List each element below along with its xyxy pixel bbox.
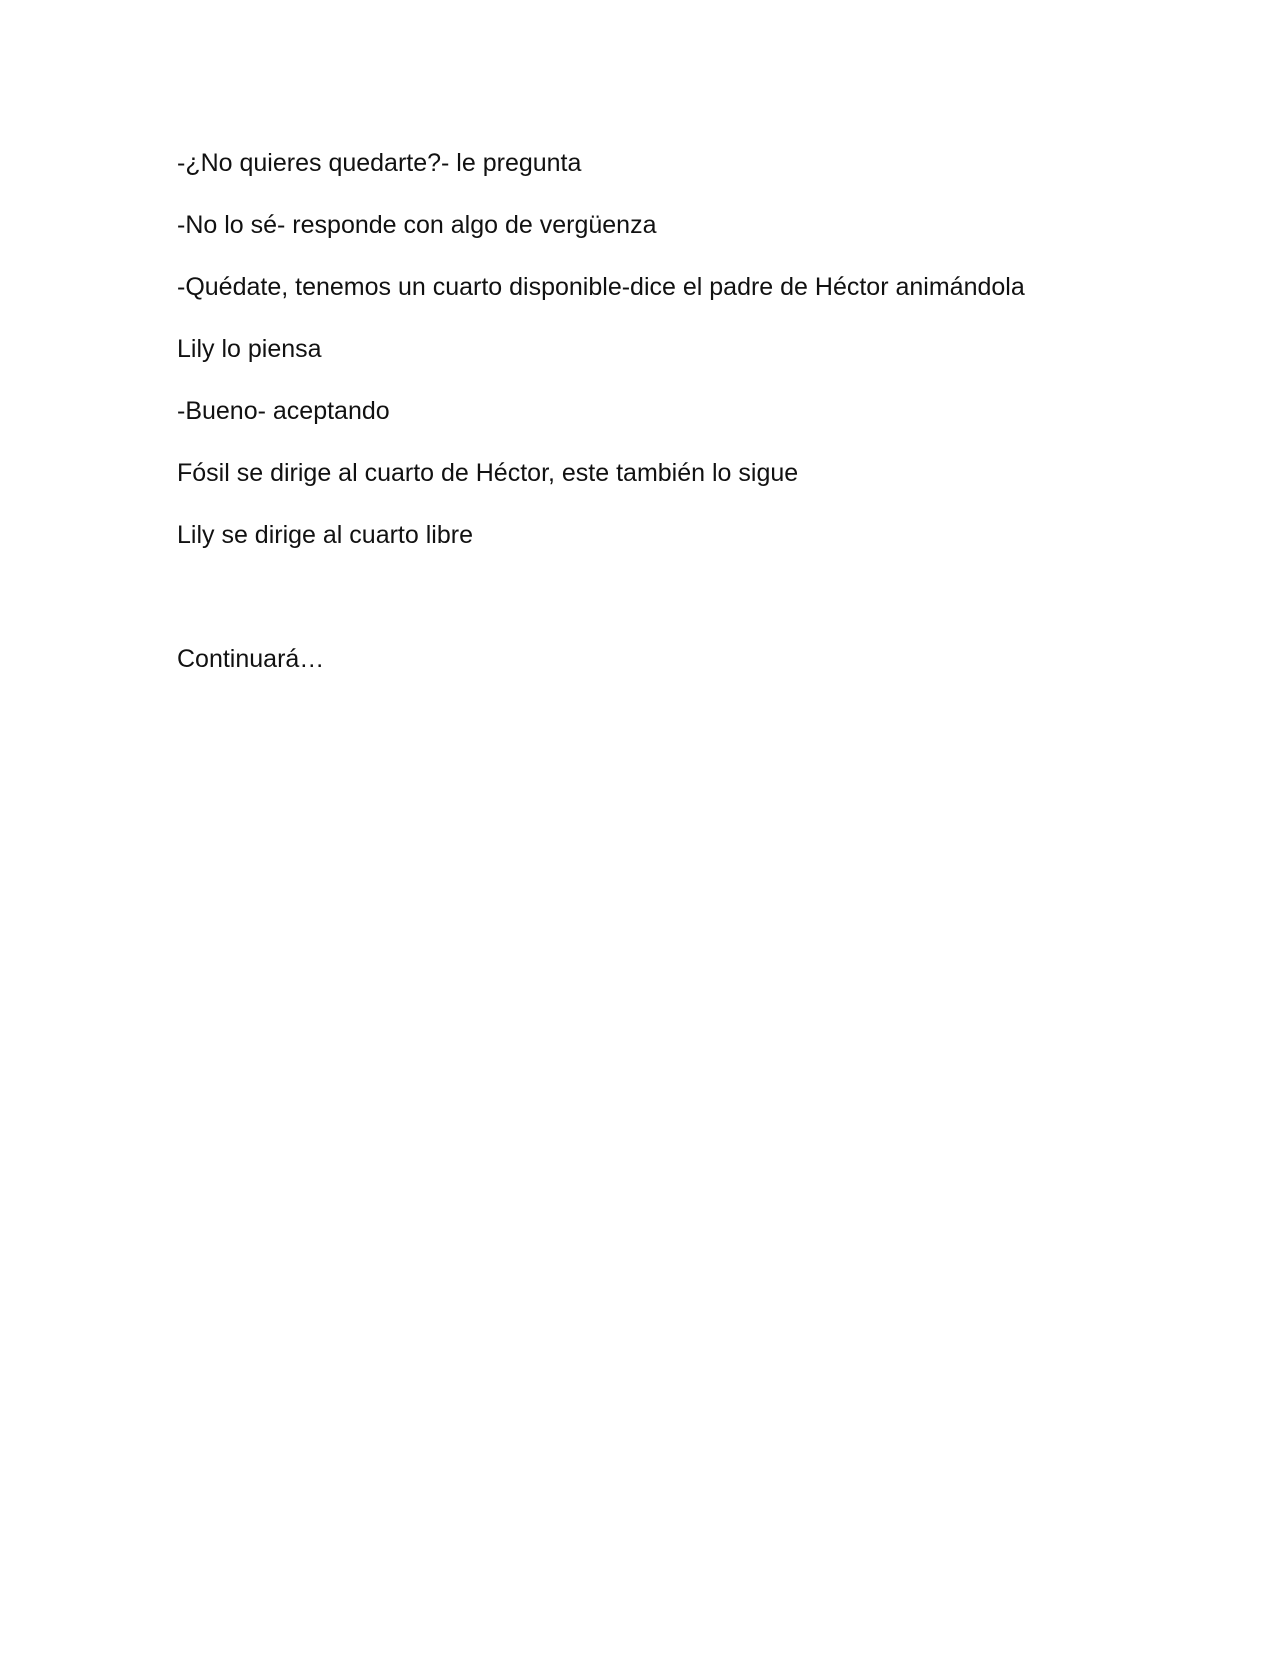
paragraph-1: -¿No quieres quedarte?- le pregunta [177, 149, 582, 177]
paragraph-7: Lily se dirige al cuarto libre [177, 521, 473, 549]
paragraph-6: Fósil se dirige al cuarto de Héctor, este también lo sigue [177, 459, 799, 487]
closing-paragraph: Continuará… [177, 645, 325, 673]
paragraph-2: -No lo sé- responde con algo de vergüenza [177, 211, 657, 239]
paragraph-5: -Bueno- aceptando [177, 397, 390, 425]
document-body [177, 146, 1177, 704]
paragraph-3: -Quédate, tenemos un cuarto disponible-dice el padre de Héctor animándola [177, 273, 1025, 301]
blank-paragraph [177, 580, 1177, 642]
paragraph-4: Lily lo piensa [177, 335, 322, 363]
